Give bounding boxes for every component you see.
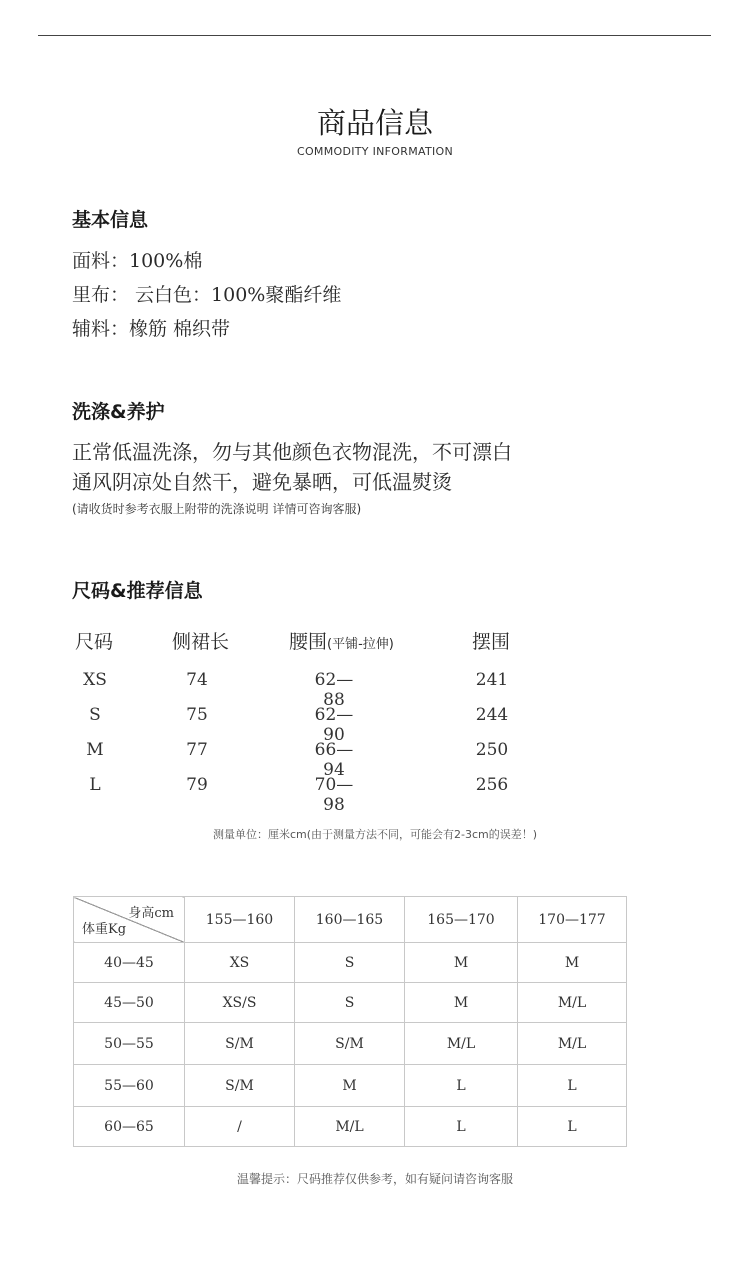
length-cell: 74 — [186, 670, 208, 690]
care-line-1: 正常低温洗涤，勿与其他颜色衣物混洗，不可漂白 — [72, 440, 512, 464]
size-rec-cell: M — [405, 943, 518, 983]
care-line-2: 通风阴凉处自然干，避免暴晒，可低温熨烫 — [72, 470, 452, 494]
accessories-line: 辅料：橡筋 棉织带 — [72, 318, 231, 340]
size-rec-cell: S — [295, 943, 405, 983]
hem-cell: 241 — [475, 670, 509, 690]
size-rec-cell: L — [518, 1107, 627, 1147]
size-cell: S — [89, 705, 101, 725]
table-corner-cell — [74, 897, 185, 943]
size-cell: XS — [83, 670, 107, 690]
weight-cell: 50—55 — [74, 1023, 185, 1065]
size-rec-cell: M/L — [518, 983, 627, 1023]
waist-cell: 70—98 — [314, 775, 354, 815]
hem-cell: 256 — [475, 775, 509, 795]
size-rec-cell: S/M — [185, 1023, 295, 1065]
height-header: 155—160 — [185, 897, 295, 943]
size-rec-cell: XS/S — [185, 983, 295, 1023]
table-row — [74, 1065, 627, 1107]
page-subtitle: COMMODITY INFORMATION — [296, 145, 454, 158]
lining-line: 里布： 云白色：100%聚酯纤维 — [72, 284, 342, 306]
length-col-header: 侧裙长 — [172, 631, 230, 653]
waist-col-label: 腰围 — [289, 631, 328, 653]
hem-cell: 250 — [475, 740, 509, 760]
hem-cell: 244 — [475, 705, 509, 725]
table-row — [74, 943, 627, 983]
size-rec-cell: XS — [185, 943, 295, 983]
waist-cell: 66—94 — [314, 740, 354, 780]
size-rec-cell: M — [518, 943, 627, 983]
size-rec-cell: M/L — [405, 1023, 518, 1065]
size-rec-cell: S/M — [295, 1023, 405, 1065]
size-rec-cell: L — [405, 1065, 518, 1107]
page-title: 商品信息 — [316, 106, 433, 140]
hem-col-header: 摆围 — [472, 631, 511, 653]
size-rec-cell: M — [405, 983, 518, 1023]
length-cell: 77 — [186, 740, 208, 760]
size-rec-cell: L — [405, 1107, 518, 1147]
weight-cell: 60—65 — [74, 1107, 185, 1147]
length-cell: 79 — [186, 775, 208, 795]
size-rec-cell: S/M — [185, 1065, 295, 1107]
size-col-header: 尺码 — [75, 631, 114, 653]
weight-cell: 40—45 — [74, 943, 185, 983]
weight-axis-label: 体重Kg — [82, 922, 127, 937]
size-rec-cell: / — [185, 1107, 295, 1147]
waist-col-header — [289, 627, 394, 654]
waist-col-note: (平铺-拉伸) — [327, 637, 394, 652]
size-recommend-table — [73, 896, 627, 1147]
measure-unit-note: 测量单位：厘米cm(由于测量方法不同，可能会有2-3cm的误差！) — [212, 828, 538, 841]
table-row — [74, 983, 627, 1023]
basic-info-heading: 基本信息 — [72, 209, 149, 231]
care-note: (请收货时参考衣服上附带的洗涤说明 详情可咨询客服) — [72, 502, 362, 516]
size-rec-cell: L — [518, 1065, 627, 1107]
waist-cell: 62—90 — [314, 705, 354, 745]
size-heading: 尺码&推荐信息 — [72, 580, 203, 602]
care-heading: 洗涤&养护 — [72, 401, 165, 423]
size-cell: M — [86, 740, 104, 760]
height-header: 170—177 — [518, 897, 627, 943]
height-header: 165—170 — [405, 897, 518, 943]
size-rec-cell: M/L — [295, 1107, 405, 1147]
height-axis-label: 身高cm — [128, 906, 174, 921]
height-header: 160—165 — [295, 897, 405, 943]
weight-cell: 45—50 — [74, 983, 185, 1023]
table-header-row — [74, 897, 627, 943]
fabric-line: 面料：100%棉 — [72, 250, 203, 272]
top-divider — [38, 35, 711, 36]
length-cell: 75 — [186, 705, 208, 725]
size-rec-cell: M — [295, 1065, 405, 1107]
size-cell: L — [89, 775, 101, 795]
size-rec-cell: S — [295, 983, 405, 1023]
table-row — [74, 1107, 627, 1147]
table-row — [74, 1023, 627, 1065]
waist-cell: 62—88 — [314, 670, 354, 710]
footer-tip: 温馨提示：尺码推荐仅供参考，如有疑问请咨询客服 — [236, 1172, 513, 1186]
weight-cell: 55—60 — [74, 1065, 185, 1107]
size-rec-cell: M/L — [518, 1023, 627, 1065]
